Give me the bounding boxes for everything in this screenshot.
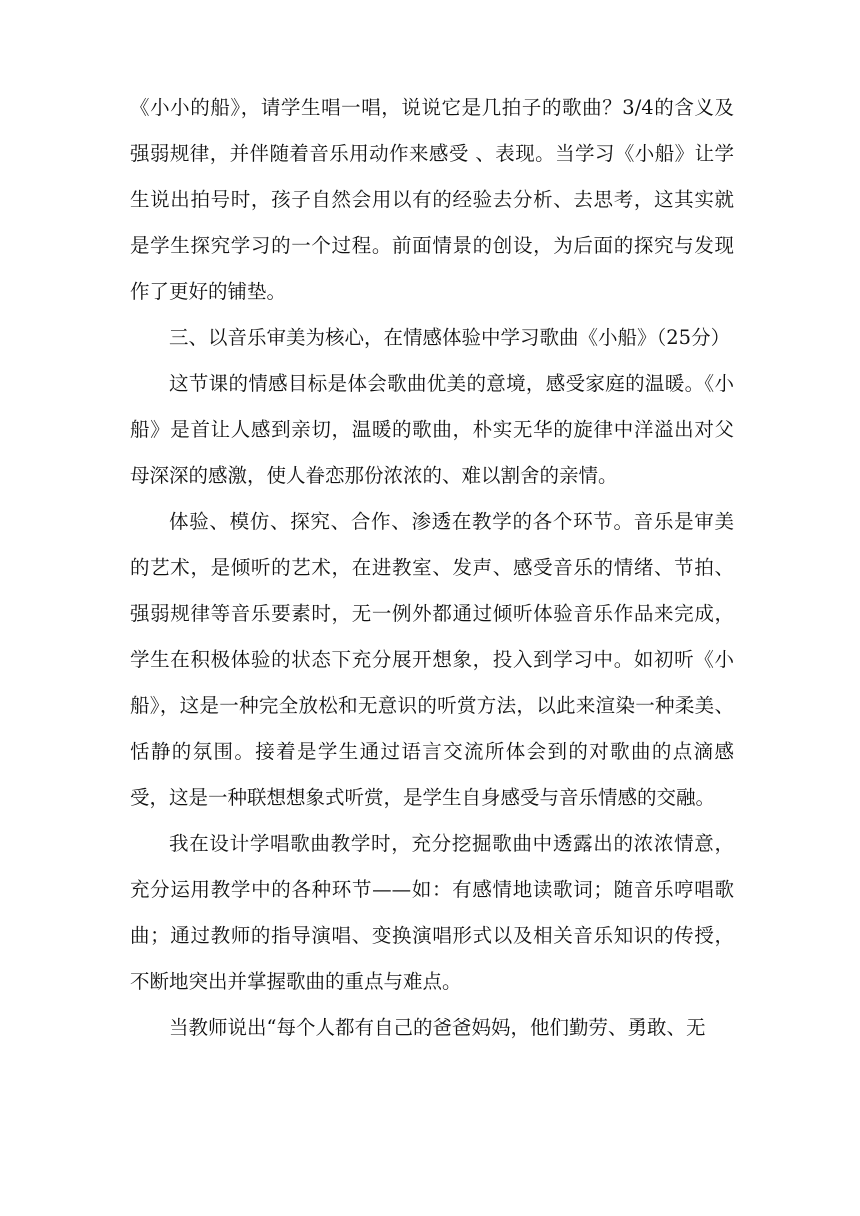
paragraph-5: 我在设计学唱歌曲教学时，充分挖掘歌曲中透露出的浓浓情意，充分运用教学中的各种环节——如：有感情地读歌词；随音乐哼唱歌曲；通过教师的指导演唱、变换演唱形式以及相关音乐知识的传授，不断地突出并掌握歌曲的重点与难点。 xyxy=(130,832,734,993)
paragraph-4: 体验、模仿、探究、合作、渗透在教学的各个环节。音乐是审美的艺术，是倾听的艺术，在进教室、发声、感受音乐的情绪、节拍、强弱规律等音乐要素时，无一例外都通过倾听体验音乐作品来完成，学生在积极体验的状态下充分展开想象，投入到学习中。如初听《小船》，这是一种完全放松和无意识的听赏方法，以此来渲染一种柔美、恬静的氛围。接着是学生通过语言交流所体会到的对歌曲的点滴感受，这是一种联想想象式听赏，是学生自身感受与音乐情感的交融。 xyxy=(130,510,734,809)
paragraph-1: 《小小的船》，请学生唱一唱，说说它是几拍子的歌曲？3/4的含义及强弱规律，并伴随着音乐用动作来感受 、表现。当学习《小船》让学生说出拍号时，孩子自然会用以有的经验去分析、去思考，这其实就是学生探究学习的一个过程。前面情景的创设，为后面的探究与发现作了更好的铺垫。 xyxy=(130,96,734,303)
paragraph-3: 这节课的情感目标是体会歌曲优美的意境，感受家庭的温暖。《小船》是首让人感到亲切，温暖的歌曲，朴实无华的旋律中洋溢出对父母深深的感激，使人眷恋那份浓浓的、难以割舍的亲情。 xyxy=(130,372,734,487)
paragraph-6: 当教师说出“每个人都有自己的爸爸妈妈，他们勤劳、勇敢、无 xyxy=(169,1016,706,1039)
section-heading-3: 三、以音乐审美为核心，在情感体验中学习歌曲《小船》（25分） xyxy=(169,326,731,349)
document-page xyxy=(130,85,734,1051)
